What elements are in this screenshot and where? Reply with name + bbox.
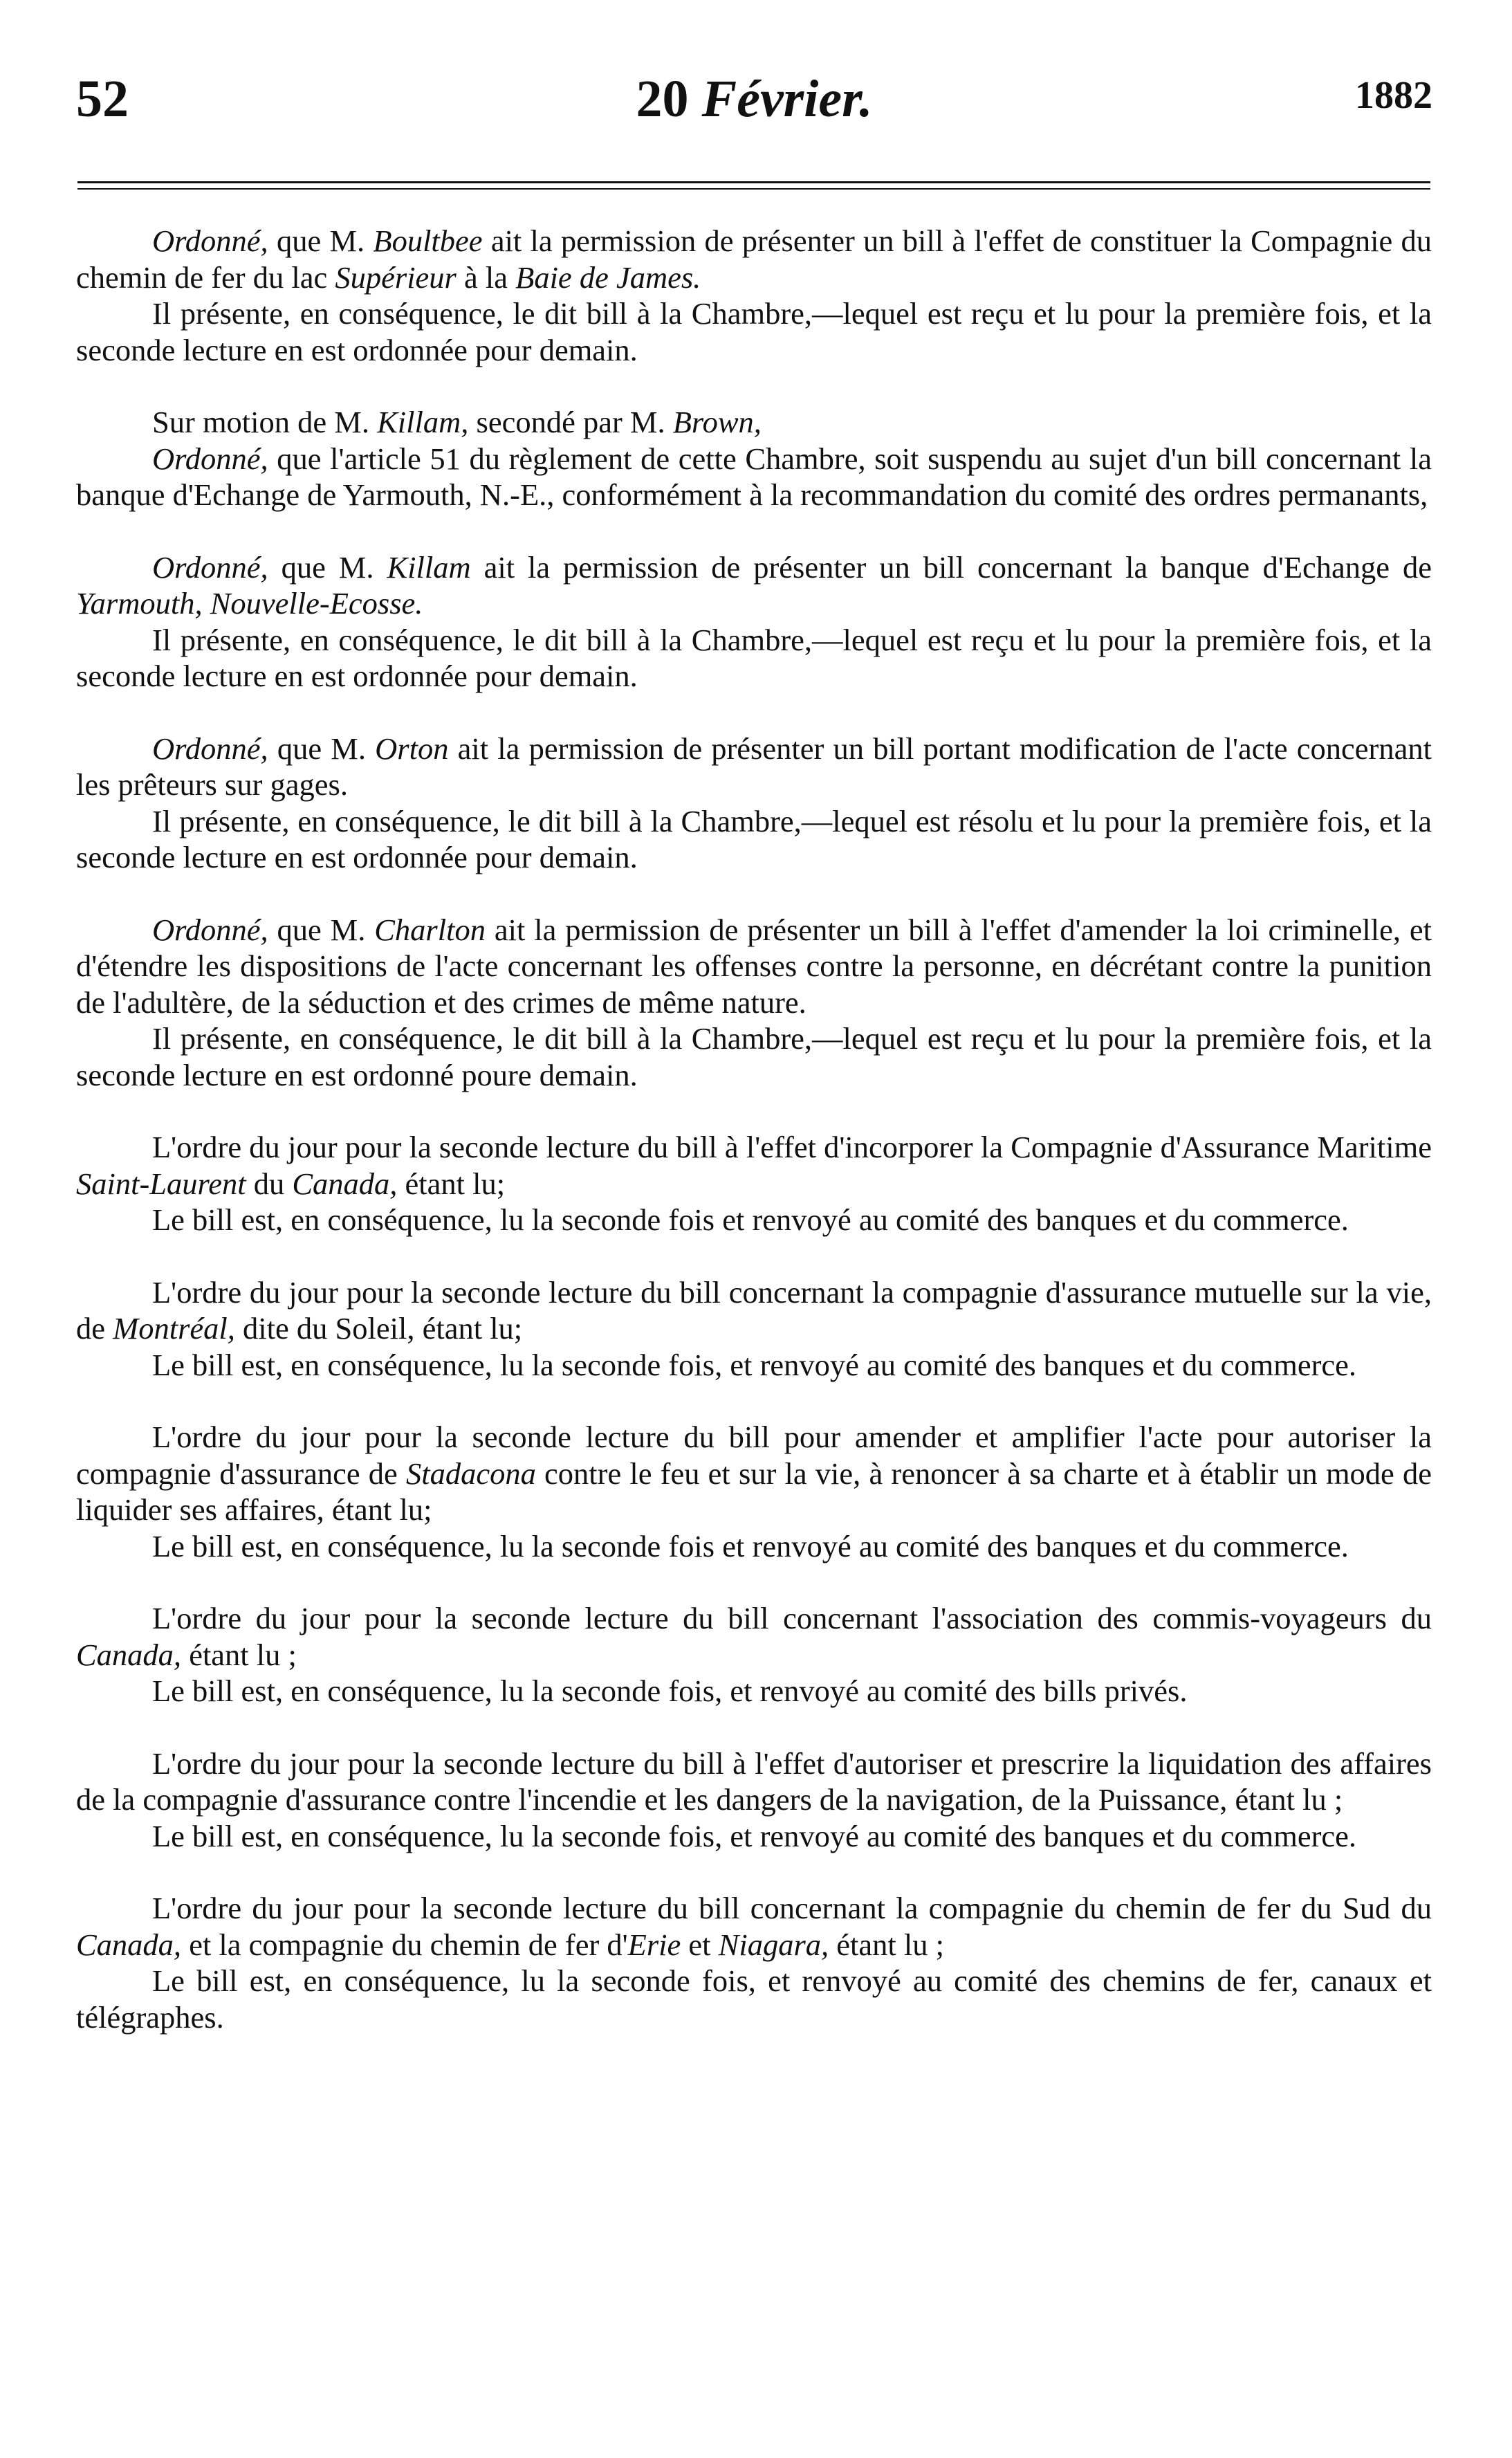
minute-entry <box>76 731 1432 876</box>
block-gap <box>76 695 1432 731</box>
header-year: 1882 <box>1355 74 1432 117</box>
text-run: que M. <box>268 912 375 947</box>
text-run: Il présente, en conséquence, le dit bill à la Chambre,—lequel est reçu et lu pour la première fois, et la seconde lecture en est ordonnée pour demain. <box>76 296 1432 367</box>
italic-text: Stadacona <box>405 1456 536 1491</box>
text-run: L'ordre du jour pour la seconde lecture du bill concernant la compagnie du chemin de fer du Sud du <box>152 1891 1432 1925</box>
text-run: Le bill est, en conséquence, lu la seconde fois et renvoyé au comité des banques et du commerce. <box>152 1528 1349 1563</box>
text-run: L'ordre du jour pour la seconde lecture du bill concernant la compagnie d'assurance mutuelle sur la vie, de <box>76 1274 1432 1346</box>
paragraph <box>76 1129 1432 1202</box>
italic-text: Saint-Laurent <box>76 1166 246 1201</box>
paragraph <box>76 295 1432 368</box>
block-gap <box>76 1238 1432 1274</box>
italic-text: Ordonné, <box>152 549 268 585</box>
block-gap <box>76 1854 1432 1890</box>
text-run: et la compagnie du chemin de fer d' <box>181 1927 628 1962</box>
text-run: ait la permission de présenter un bill concernant la banque d'Echange de <box>470 549 1432 585</box>
text-run: L'ordre du jour pour la seconde lecture du bill à l'effet d'autoriser et prescrire la liquidation des affaires de la compagnie d'assurance contre l'incendie et les dangers de la navigation, de la Puissance, étant lu ; <box>76 1745 1432 1817</box>
text-run: contre le feu et sur la vie, à renoncer à sa charte et à établir un mode de liquider ses affaires, étant lu; <box>76 1456 1432 1527</box>
minute-entry <box>76 1600 1432 1709</box>
paragraph <box>76 549 1432 622</box>
text-run: L'ordre du jour pour la seconde lecture du bill concernant l'association des commis-voyageurs du <box>152 1601 1432 1635</box>
italic-text: Orton <box>375 731 449 766</box>
block-gap <box>76 1564 1432 1600</box>
block-gap <box>76 1383 1432 1419</box>
italic-text: Brown, <box>672 405 762 439</box>
header-day: 20 <box>636 70 689 128</box>
text-run: étant lu; <box>397 1166 506 1201</box>
italic-text: Supérieur <box>335 259 457 295</box>
paragraph <box>76 731 1432 803</box>
block-gap <box>76 1093 1432 1129</box>
minute-entry <box>76 1274 1432 1384</box>
text-run: que M. <box>268 731 376 766</box>
text-run: Il présente, en conséquence, le dit bill à la Chambre,—lequel est reçu et lu pour la première fois, et la seconde lecture en est ordonnée pour demain. <box>76 622 1432 693</box>
italic-text: Canada, <box>76 1637 182 1672</box>
header-rule-bottom <box>77 188 1430 190</box>
paragraph <box>76 1818 1432 1855</box>
minute-entry <box>76 404 1432 513</box>
italic-text: Niagara, <box>718 1927 829 1962</box>
italic-text: Ordonné, <box>152 223 268 258</box>
block-gap <box>76 513 1432 549</box>
paragraph <box>76 1202 1432 1238</box>
text-run: Le bill est, en conséquence, lu la seconde fois, et renvoyé au comité des bills privés. <box>152 1673 1188 1708</box>
text-run: dite du Soleil, étant lu; <box>234 1311 523 1346</box>
paragraph <box>76 912 1432 1021</box>
text-run: Le bill est, en conséquence, lu la seconde fois, et renvoyé au comité des banques et du commerce. <box>152 1347 1357 1382</box>
text-run: ait la permission de présenter un bill à l'effet d'amender la loi criminelle, et d'étendre les dispositions de l'acte concernant les offenses contre la personne, en décrétant contre la punition de l'adultère, de la séduction et des crimes de même nature. <box>76 912 1432 1020</box>
minute-entry <box>76 549 1432 695</box>
text-run: ait la permission de présenter un bill portant modification de l'acte concernant les prêteurs sur gages. <box>76 731 1432 802</box>
paragraph <box>76 803 1432 876</box>
header-date <box>76 69 1432 129</box>
text-run: Il présente, en conséquence, le dit bill à la Chambre,—lequel est résolu et lu pour la première fois, et la seconde lecture en est ordonnée pour demain. <box>76 803 1432 874</box>
header-rule-top <box>77 181 1430 183</box>
paragraph <box>76 223 1432 295</box>
paragraph <box>76 404 1432 441</box>
paragraph <box>76 1274 1432 1347</box>
italic-text: Montréal, <box>113 1311 235 1346</box>
text-run: étant lu ; <box>181 1637 297 1672</box>
paragraph <box>76 1600 1432 1673</box>
italic-text: Boultbee <box>373 223 483 258</box>
text-run: Le bill est, en conséquence, lu la seconde fois, et renvoyé au comité des banques et du commerce. <box>152 1818 1357 1853</box>
paragraph <box>76 622 1432 695</box>
text-run: que M. <box>268 549 387 585</box>
minute-entry <box>76 1890 1432 2035</box>
header-month: Février. <box>701 70 873 128</box>
text-run: Sur motion de M. <box>152 405 378 439</box>
paragraph <box>76 1528 1432 1565</box>
italic-text: Killam <box>387 549 471 585</box>
italic-text: Ordonné, <box>152 731 268 766</box>
minute-entry <box>76 912 1432 1094</box>
paragraph <box>76 441 1432 513</box>
text-run: Le bill est, en conséquence, lu la seconde fois et renvoyé au comité des banques et du commerce. <box>152 1202 1349 1237</box>
page-header <box>76 69 1432 138</box>
text-run: et <box>681 1927 719 1962</box>
block-gap <box>76 368 1432 404</box>
italic-text: Ordonné, <box>152 912 268 947</box>
paragraph <box>76 1745 1432 1818</box>
paragraph <box>76 1890 1432 1963</box>
block-gap <box>76 1709 1432 1745</box>
text-run: à la <box>456 259 516 295</box>
block-gap <box>76 876 1432 912</box>
text-run: que M. <box>268 223 374 258</box>
italic-text: Erie <box>627 1927 681 1962</box>
text-run: étant lu ; <box>829 1927 945 1962</box>
italic-text: Canada, <box>76 1927 182 1962</box>
italic-text: Charlton <box>374 912 486 947</box>
page-number: 52 <box>76 70 129 128</box>
paragraph <box>76 1419 1432 1528</box>
text-run: L'ordre du jour pour la seconde lecture du bill à l'effet d'incorporer la Compagnie d'Assurance Maritime <box>152 1130 1432 1164</box>
italic-text: Ordonné, <box>152 441 268 476</box>
italic-text: Canada, <box>292 1166 398 1201</box>
text-run: du <box>246 1166 293 1201</box>
paragraph <box>76 1347 1432 1384</box>
minute-entry <box>76 1419 1432 1564</box>
italic-text: Killam, <box>377 405 469 439</box>
text-run: Le bill est, en conséquence, lu la seconde fois, et renvoyé au comité des chemins de fer, canaux et télégraphes. <box>76 1963 1432 2035</box>
italic-text: Yarmouth, Nouvelle-Ecosse. <box>76 586 423 621</box>
paragraph <box>76 1673 1432 1709</box>
text-run: L'ordre du jour pour la seconde lecture du bill pour amender et amplifier l'acte pour autoriser la compagnie d'assurance de <box>76 1420 1432 1491</box>
text-run: Il présente, en conséquence, le dit bill à la Chambre,—lequel est reçu et lu pour la première fois, et la seconde lecture en est ordonné poure demain. <box>76 1021 1432 1092</box>
text-run: ait la permission de présenter un bill à l'effet de constituer la Compagnie du chemin de fer du lac <box>76 223 1432 295</box>
paragraph <box>76 1963 1432 2035</box>
text-run: que l'article 51 du règlement de cette Chambre, soit suspendu au sujet d'un bill concernant la banque d'Echange de Yarmouth, N.-E., conformément à la recommandation du comité des ordres permanants, <box>76 441 1432 512</box>
minute-entry <box>76 1129 1432 1238</box>
minute-entry <box>76 1745 1432 1855</box>
paragraph <box>76 1020 1432 1093</box>
minute-entry <box>76 223 1432 368</box>
italic-text: Baie de James. <box>515 259 701 295</box>
document-body <box>76 223 1432 2035</box>
text-run: secondé par M. <box>468 405 673 439</box>
